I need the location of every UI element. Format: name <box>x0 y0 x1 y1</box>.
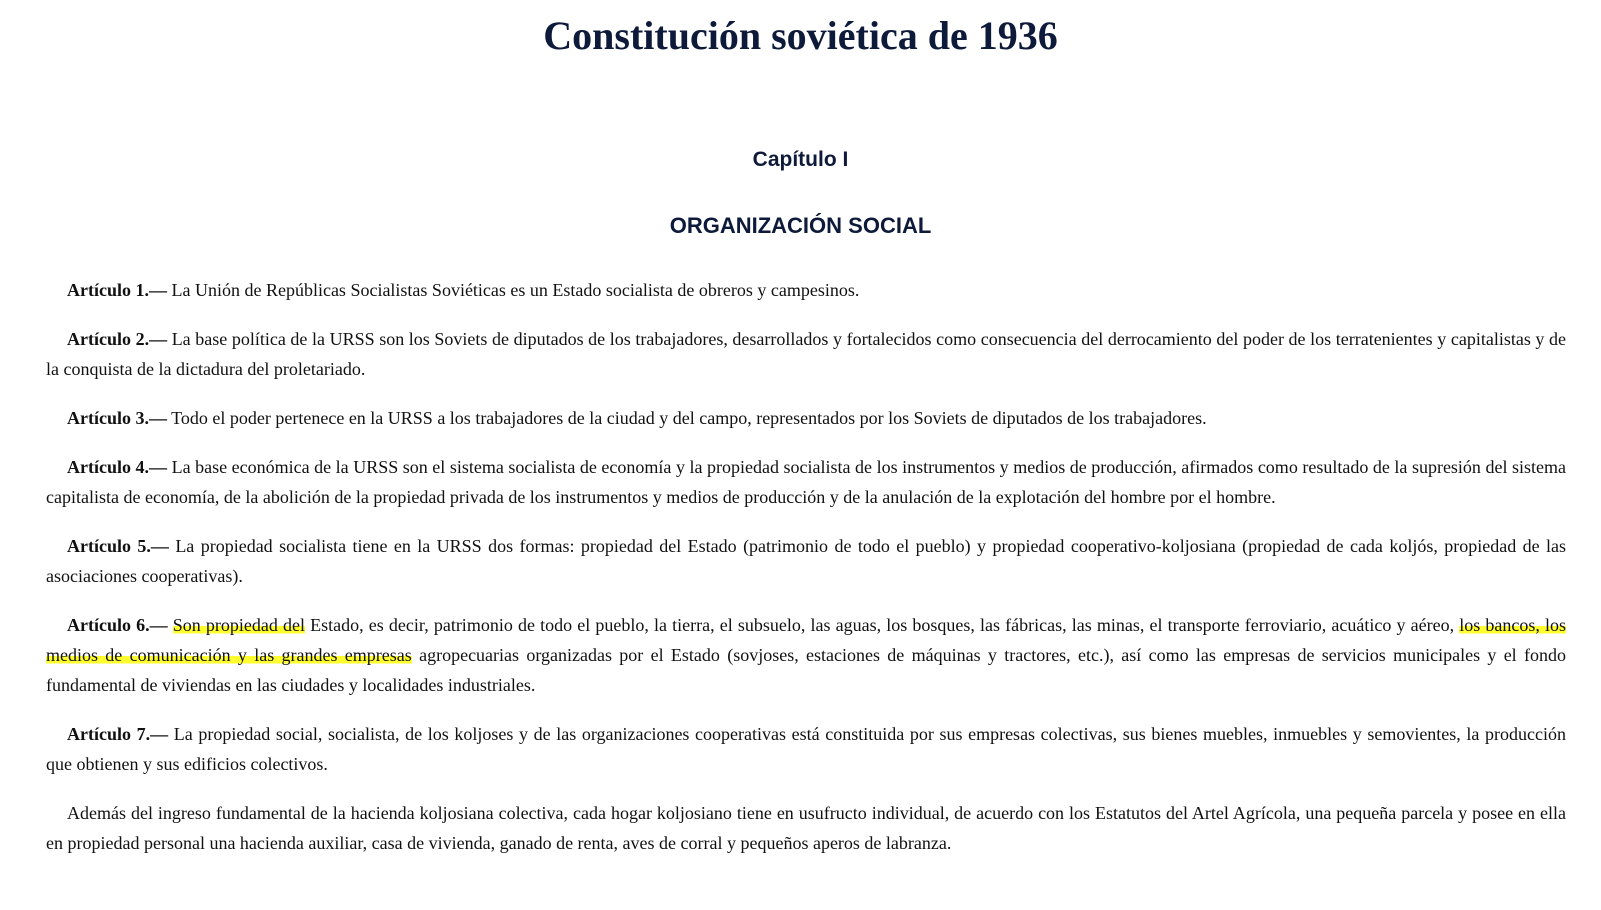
article-6 <box>46 610 1566 700</box>
chapter-heading: Capítulo I <box>752 148 849 171</box>
article-label: Artículo 3.— <box>67 408 167 428</box>
article-label: Artículo 1.— <box>67 280 167 300</box>
article-text: La Unión de Repúblicas Socialistas Soviéticas es un Estado socialista de obreros y campesinos. <box>166 280 860 300</box>
page-title: Constitución soviética de 1936 <box>543 13 1058 58</box>
section-heading: ORGANIZACIÓN SOCIAL <box>669 213 932 238</box>
article-text: La base política de la URSS son los Soviets de diputados de los trabajadores, desarrollados y fortalecidos como consecuencia del derrocamiento del poder de los terratenientes y capitalistas y de la conquista de la dictadura del proletariado. <box>46 329 1567 379</box>
article-label: Artículo 5.— <box>67 536 169 556</box>
article-5 <box>46 531 1566 591</box>
article-label: Artículo 6.— <box>67 615 168 635</box>
highlighted-text: Son propiedad del <box>172 615 306 635</box>
article-text: La propiedad social, socialista, de los koljoses y de las organizaciones cooperativas está constituida por sus empresas colectivas, sus bienes muebles, inmuebles y semovientes, la producción que obtienen y sus edificios colectivos. <box>46 724 1567 774</box>
article-label: Artículo 2.— <box>67 329 168 349</box>
article-text: Todo el poder pertenece en la URSS a los trabajadores de la ciudad y del campo, representados por los Soviets de diputados de los trabajadores. <box>166 408 1207 428</box>
article-label: Artículo 4.— <box>67 457 168 477</box>
article-text: La propiedad socialista tiene en la URSS dos formas: propiedad del Estado (patrimonio de todo el pueblo) y propiedad cooperativo-koljosiana (propiedad de cada koljós, propiedad de las asociaciones cooperativas). <box>46 536 1567 586</box>
article-label: Artículo 7.— <box>67 724 169 744</box>
article-text: agropecuarias organizadas por el Estado (sovjoses, estaciones de máquinas y tractores, etc.), así como las empresas de servicios municipales y el fondo fundamental de viviendas en las ciudades y localidades industriales. <box>46 645 1566 695</box>
document-body <box>46 275 1566 877</box>
article-7-paragraph: Además del ingreso fundamental de la hacienda koljosiana colectiva, cada hogar koljosiano tiene en usufructo individual, de acuerdo con los Estatutos del Artel Agrícola, una pequeña parcela y posee en ella en propiedad personal una hacienda auxiliar, casa de vivienda, ganado de renta, aves de corral y pequeños aperos de labranza. <box>46 803 1566 853</box>
article-3 <box>46 403 1566 433</box>
article-2 <box>46 324 1566 384</box>
article-text: Estado, es decir, patrimonio de todo el pueblo, la tierra, el subsuelo, las aguas, los bosques, las fábricas, las minas, el transporte ferroviario, acuático y aéreo, <box>305 615 1460 635</box>
highlighted-text: los bancos, los medios de comunicación y las grandes empresas <box>46 615 1567 665</box>
article-4 <box>46 452 1566 512</box>
article-text: La base económica de la URSS son el sistema socialista de economía y la propiedad socialista de los instrumentos y medios de producción, afirmados como resultado de la supresión del sistema capitalista de economía, de la abolición de la propiedad privada de los instrumentos y medios de producción y de la anulación de la explotación del hombre por el hombre. <box>46 457 1567 507</box>
article-1 <box>46 275 1566 305</box>
article-7 <box>46 719 1566 779</box>
